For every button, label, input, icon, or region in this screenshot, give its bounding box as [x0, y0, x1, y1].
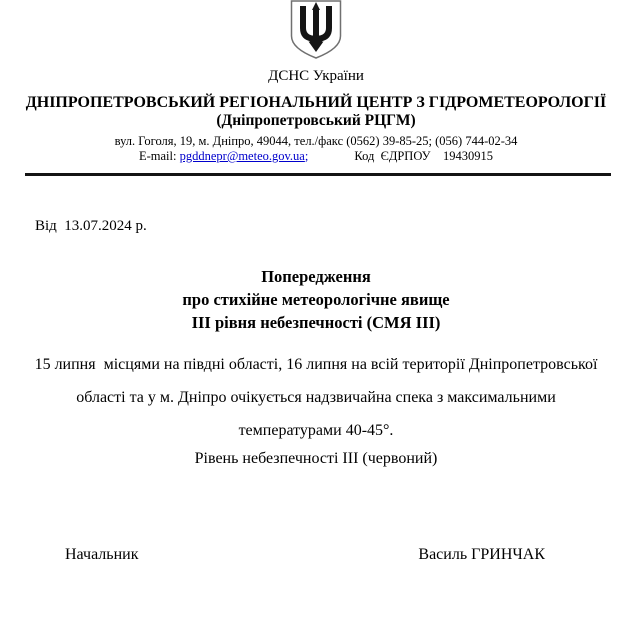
body-line-1: 15 липня місцями на півдні області, 16 липня на всій території Дніпропетровської — [34, 356, 598, 373]
body-line-3: температурами 40-45°. — [238, 422, 394, 439]
contact-line — [0, 149, 632, 164]
organization-address: вул. Гоголя, 19, м. Дніпро, 49044, тел./факс (0562) 39-85-25; (056) 744-02-34 — [114, 134, 518, 148]
date-line: Від 13.07.2024 р. — [35, 218, 147, 234]
edrpou-code: Код ЄДРПОУ 19430915 — [354, 149, 494, 163]
letterhead — [0, 0, 632, 176]
signature-row — [0, 545, 632, 565]
signer-name: Василь ГРИНЧАК — [418, 546, 545, 563]
email-link[interactable]: pgddnepr@meteo.gov.ua — [179, 149, 305, 163]
email-group — [139, 149, 308, 164]
risk-level-line: Рівень небезпечності ІІІ (червоний) — [194, 450, 438, 467]
ukraine-tryzub-shield-icon — [289, 0, 343, 17]
letterhead-divider-line — [25, 173, 611, 176]
body-line-2: області та у м. Дніпро очікується надзвичайна спека з максимальними — [76, 389, 556, 406]
document-body — [0, 348, 632, 447]
document-title — [0, 265, 632, 334]
email-suffix: ; — [304, 149, 309, 163]
organization-short-name: (Дніпропетровський РЦГМ) — [216, 112, 416, 129]
email-label: E-mail: — [138, 149, 180, 163]
title-line-2: про стихійне метеорологічне явище — [182, 290, 450, 309]
title-line-1: Попередження — [261, 267, 371, 286]
title-line-3: ІІІ рівня небезпечності (СМЯ ІІІ) — [191, 313, 441, 332]
emblem-container — [0, 0, 632, 59]
organization-name: ДНІПРОПЕТРОВСЬКИЙ РЕГІОНАЛЬНИЙ ЦЕНТР З ГІДРОМЕТЕОРОЛОГІЇ — [25, 94, 607, 111]
agency-name: ДСНС України — [268, 68, 364, 84]
signer-position: Начальник — [65, 546, 139, 563]
